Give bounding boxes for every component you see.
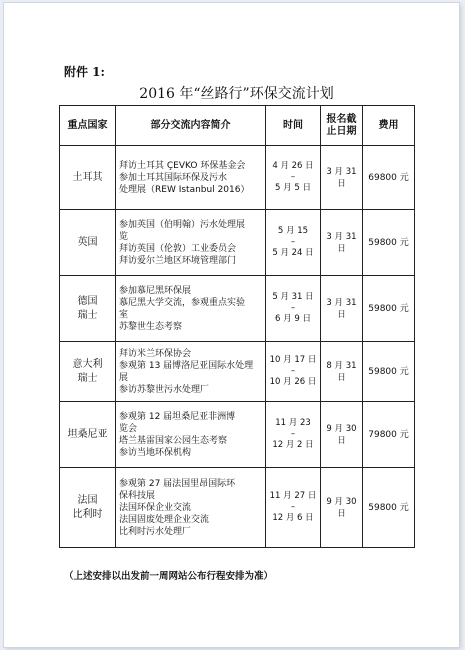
cell-content [116,146,266,210]
cell-country [60,276,116,342]
header-deadline-line1: 报名截 [326,113,357,125]
content-line: 参访苏黎世污水处理厂 [119,384,210,395]
header-fee: 费用 [363,106,415,146]
cell-fee: 79800 元 [363,402,415,468]
content-line: 参加慕尼黑环保展 [119,285,192,296]
cell-time [266,276,321,342]
time-start: 4 月 26 日 [272,161,314,171]
cell-time [266,210,321,276]
annex-label: 附件 1: [64,65,105,79]
table-row [60,402,415,468]
header-deadline-line2: 止日期 [326,125,357,137]
time-sep: – [290,429,296,439]
cell-content [116,276,266,342]
time-end: 5 月 24 日 [272,248,314,258]
time-end: 12 月 2 日 [272,440,314,450]
cell-time [266,402,321,468]
content-line: 参观第 27 届法国里昂国际环 [119,478,236,489]
cell-country [60,342,116,402]
time-sep: – [290,303,296,313]
time-sep: – [290,237,296,247]
cell-content [116,468,266,548]
cell-deadline: 9 月 30 日 [321,402,363,468]
cell-deadline: 3 月 31 日 [321,276,363,342]
content-line: 拜访英国（伦敦）工业委员会 [119,243,237,254]
country-line: 法国 [77,494,98,506]
content-line: 展 [119,372,129,383]
country-line: 瑞士 [77,309,98,321]
country-line: 比利时 [72,508,103,520]
cell-fee: 69800 元 [363,146,415,210]
country-line: 坦桑尼亚 [67,428,108,440]
time-end: 12 月 6 日 [272,513,314,523]
cell-country [60,402,116,468]
country-line: 德国 [77,295,98,307]
content-line: 慕尼黑大学交流，参观重点实验 [119,297,246,308]
cell-content [116,402,266,468]
time-start: 11 月 27 日 [269,491,317,501]
country-line: 瑞士 [77,372,98,384]
cell-content [116,342,266,402]
cell-country [60,468,116,548]
document-page [4,3,459,647]
content-line: 参观第 12 届坦桑尼亚非洲博 [119,411,236,422]
country-line: 意大利 [72,358,103,370]
table-row [60,276,415,342]
cell-deadline: 3 月 31 日 [321,210,363,276]
content-line: 参访当地环保机构 [119,447,192,458]
header-time: 时间 [266,106,321,146]
cell-country [60,210,116,276]
cell-time [266,342,321,402]
cell-deadline: 9 月 30 日 [321,468,363,548]
time-end: 6 月 9 日 [275,314,311,324]
time-start: 5 月 31 日 [272,292,314,302]
time-start: 10 月 17 日 [269,355,317,365]
content-line: 览 [119,231,129,242]
time-end: 10 月 26 日 [269,377,317,387]
time-start: 5 月 15 [277,226,309,236]
cell-fee: 59800 元 [363,468,415,548]
table-row [60,210,415,276]
content-line: 参加英国（伯明翰）污水处理展 [119,219,246,230]
header-content: 部分交流内容简介 [116,106,266,146]
page-title: 2016 年“丝路行”环保交流计划 [139,86,334,102]
cell-time [266,146,321,210]
country-line: 土耳其 [72,171,103,183]
cell-content [116,210,266,276]
time-start: 11 月 23 [275,418,311,428]
exchange-plan-table [59,105,415,548]
content-line: 保科技展 [119,490,156,501]
table-header-row [60,106,415,146]
table-row [60,342,415,402]
content-line: 参加土耳其国际环保及污水 [119,172,228,183]
time-end: 5 月 5 日 [275,183,311,193]
content-line: 览会 [119,423,138,434]
table-row [60,146,415,210]
content-line: 拜访土耳其 ÇEVKO 环保基金会 [119,160,246,171]
content-line: 比利时污水处理厂 [119,526,192,537]
cell-fee: 59800 元 [363,210,415,276]
footnote: （上述安排以出发前一周网站公布行程安排为准） [64,571,274,582]
time-sep: – [290,172,296,182]
header-deadline [321,106,363,146]
content-line: 参观第 13 届博洛尼亚国际水处理 [119,360,254,371]
cell-fee: 59800 元 [363,342,415,402]
cell-time [266,468,321,548]
cell-deadline: 8 月 31 日 [321,342,363,402]
content-line: 拜访爱尔兰地区环境管理部门 [119,255,237,266]
content-line: 苏黎世生态考察 [119,321,183,332]
content-line: 室 [119,309,129,320]
table-row [60,468,415,548]
content-line: 塔兰基雷国家公园生态考察 [119,435,228,446]
cell-fee: 59800 元 [363,276,415,342]
header-country: 重点国家 [60,106,116,146]
content-line: 法国固废处理企业交流 [119,514,210,525]
time-sep: – [290,366,296,376]
country-line: 英国 [77,236,98,248]
time-sep: – [290,502,296,512]
content-line: 处理展（REW Istanbul 2016） [119,184,250,195]
content-line: 拜访米兰环保协会 [119,348,192,359]
content-line: 法国环保企业交流 [119,502,192,513]
cell-deadline: 3 月 31 日 [321,146,363,210]
cell-country [60,146,116,210]
